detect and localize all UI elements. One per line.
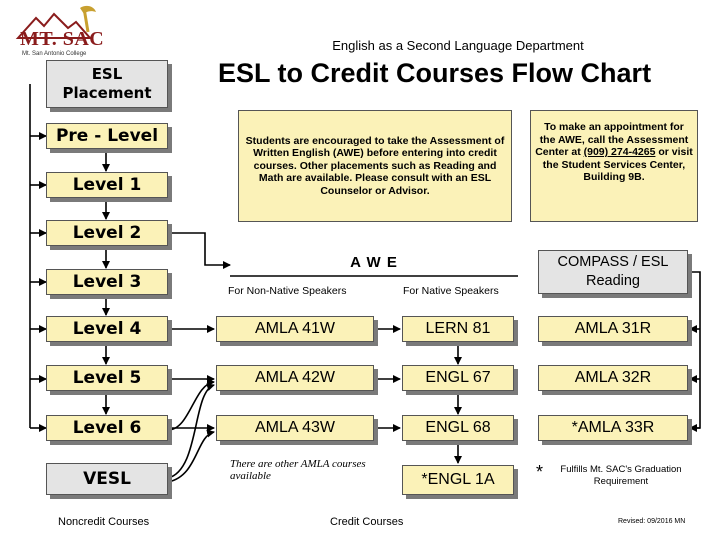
course-engl-1a: *ENGL 1A [402, 465, 514, 495]
course-amla-32r: AMLA 32R [538, 365, 688, 391]
level-box-4: Level 4 [46, 316, 168, 342]
awe-info-note: Students are encouraged to take the Assessment of Written English (AWE) before entering into credit courses. Other placements such as Reading and Math are available. Please consult with an ESL Counselor or Advisor. [238, 110, 512, 222]
awe-label: A W E [350, 254, 398, 271]
appointment-note [530, 110, 698, 222]
level-box-5: Level 5 [46, 365, 168, 391]
graduation-requirement-text: Fulfills Mt. SAC's Graduation Requirement [560, 464, 682, 487]
revision-date: Revised: 09/2016 MN [618, 518, 686, 525]
mt-sac-logo [14, 4, 124, 66]
curve-level-6-to-amla-42w [168, 382, 214, 430]
esl-placement-box: ESL Placement [46, 60, 168, 108]
level-box-6: Level 6 [46, 415, 168, 441]
level-2-to-awe [168, 233, 230, 265]
appointment-text-before: To make an appointment for the AWE, call the Assessment Center at [535, 121, 689, 158]
course-amla-41w: AMLA 41W [216, 316, 374, 342]
course-amla-33r: *AMLA 33R [538, 415, 688, 441]
noncredit-courses-label: Noncredit Courses [58, 516, 150, 528]
logo-subtitle: Mt. San Antonio College [22, 51, 87, 57]
course-amla-42w: AMLA 42W [216, 365, 374, 391]
course-amla-43w: AMLA 43W [216, 415, 374, 441]
credit-courses-label: Credit Courses [330, 516, 404, 528]
level-box-1: Level 1 [46, 172, 168, 198]
awe-non-native-label: For Non-Native Speakers [228, 285, 347, 297]
assessment-phone-link[interactable]: (909) 274-4265 [583, 146, 656, 158]
level-box-2: Level 2 [46, 220, 168, 246]
course-engl-67: ENGL 67 [402, 365, 514, 391]
level-box-3: Level 3 [46, 269, 168, 295]
compass-spine [688, 272, 700, 428]
other-amla-note: There are other AMLA courses available [230, 458, 366, 482]
compass-esl-reading-box: COMPASS / ESL Reading [538, 250, 688, 294]
asterisk-mark: * [536, 462, 544, 482]
graduation-requirement-note [536, 464, 696, 488]
course-lern-81: LERN 81 [402, 316, 514, 342]
level-box-pre: Pre - Level [46, 123, 168, 149]
awe-native-label: For Native Speakers [403, 285, 499, 297]
vesl-box: VESL [46, 463, 168, 495]
course-engl-68: ENGL 68 [402, 415, 514, 441]
course-amla-31r: AMLA 31R [538, 316, 688, 342]
department-label: English as a Second Language Department [332, 38, 584, 53]
logo-title: MT. SAC [20, 28, 105, 50]
appointment-text-after: or visit the Student Services Center, Building 9B. [542, 146, 693, 183]
page-title: ESL to Credit Courses Flow Chart [218, 58, 652, 88]
